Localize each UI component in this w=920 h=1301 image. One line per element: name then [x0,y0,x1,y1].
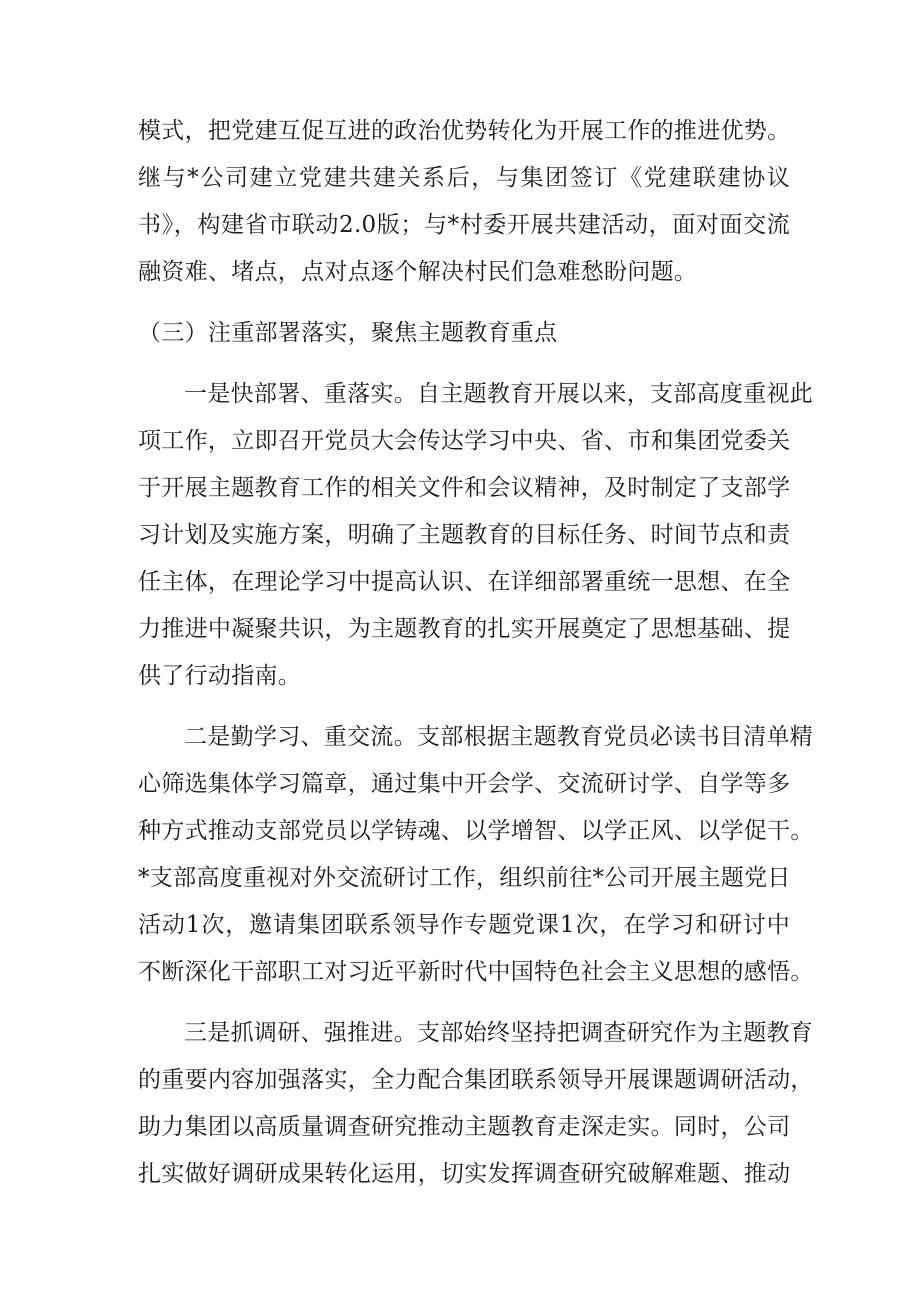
text-line: 一是快部署、重落实。自主题教育开展以来，支部高度重视此 [184,381,814,407]
text-line: 于开展主题教育工作的相关文件和会议精神，及时制定了支部学 [138,475,791,501]
text-line: 供了行动指南。 [138,663,302,689]
paragraph-diligent-study [138,714,814,996]
text-line: 继与*公司建立党建共建关系后，与集团签订《党建联建协议 [138,165,790,191]
text-line: 助力集团以高质量调查研究推动主题教育走深走实。同时，公司 [138,1114,791,1140]
text-line: 活动1次，邀请集团联系领导作专题党课1次，在学习和研讨中 [138,912,790,938]
text-line: 的重要内容加强落实，全力配合集团联系领导开展课题调研活动， [138,1067,814,1093]
text-line: 心筛选集体学习篇章，通过集中开会学、交流研讨学、自学等多 [138,771,791,797]
text-line: 不断深化干部职工对习近平新时代中国特色社会主义思想的感悟。 [138,959,814,985]
text-line: 扎实做好调研成果转化运用，切实发挥调查研究破解难题、推动 [138,1161,791,1187]
text-line: 三是抓调研、强推进。支部始终坚持把调查研究作为主题教育 [184,1020,814,1046]
paragraph-research-push [138,1010,814,1198]
text-line: 书》，构建省市联动2.0版；与*村委开展共建活动，面对面交流 [138,212,790,238]
paragraph-quick-deployment [138,371,814,700]
text-line: *支部高度重视对外交流研讨工作，组织前往*公司开展主题党日 [138,865,791,891]
paragraph-party-building-mode [138,108,790,296]
text-line: 种方式推动支部党员以学铸魂、以学增智、以学正风、以学促干。 [138,818,814,844]
text-line: 二是勤学习、重交流。支部根据主题教育党员必读书目清单精 [184,724,814,750]
text-line: 习计划及实施方案，明确了主题教育的目标任务、时间节点和责 [138,522,791,548]
document-body [138,108,814,1198]
heading-text: （三）注重部署落实，聚焦主题教育重点 [138,320,558,346]
text-line: 项工作，立即召开党员大会传达学习中央、省、市和集团党委关 [138,428,791,454]
text-line: 融资难、堵点，点对点逐个解决村民们急难愁盼问题。 [138,259,698,285]
section-heading [138,310,790,357]
text-line: 模式，把党建互促互进的政治优势转化为开展工作的推进优势。 [138,118,791,144]
text-line: 力推进中凝聚共识，为主题教育的扎实开展奠定了思想基础、提 [138,616,791,642]
text-line: 任主体，在理论学习中提高认识、在详细部署重统一思想、在全 [138,569,791,595]
